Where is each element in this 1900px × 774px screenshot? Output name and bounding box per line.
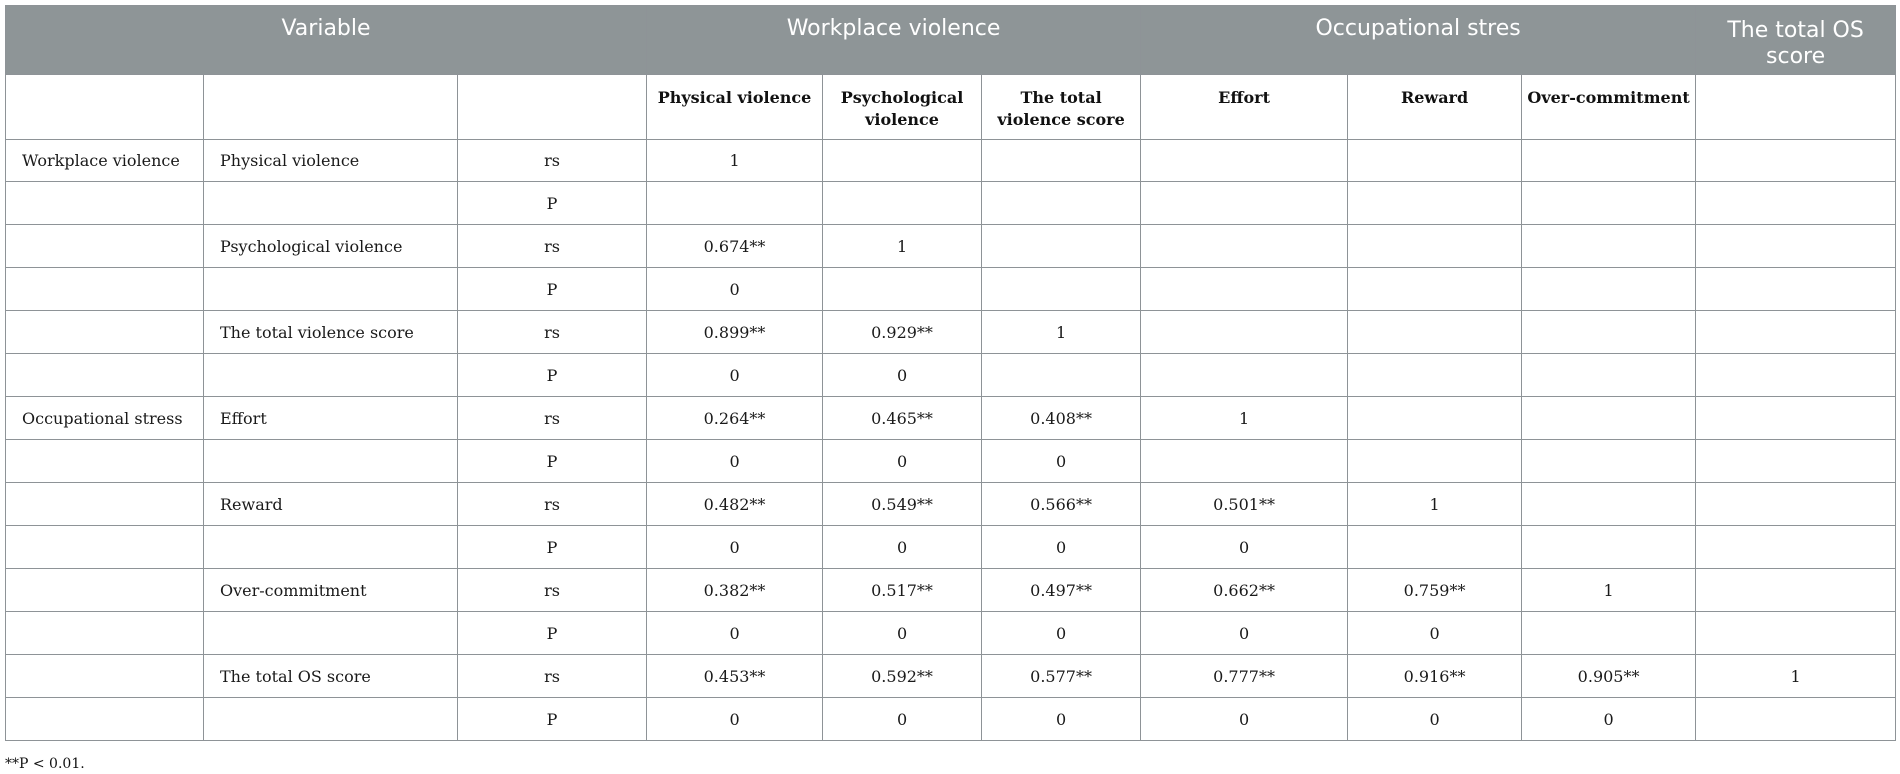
table-cell: 0.929** (823, 311, 982, 354)
row-variable-label (204, 354, 458, 397)
row-statistic-label: rs (458, 311, 647, 354)
correlation-table (5, 5, 1896, 741)
table-cell: 0.517** (823, 569, 982, 612)
table-cell (1522, 268, 1696, 311)
table-cell: 0 (823, 698, 982, 741)
table-cell: 0.465** (823, 397, 982, 440)
table-cell: 0 (1141, 526, 1348, 569)
table-cell: 0 (823, 354, 982, 397)
row-group-label (6, 612, 204, 655)
table-cell: 0 (982, 526, 1141, 569)
row-group-label (6, 655, 204, 698)
table-cell: 0 (982, 440, 1141, 483)
row-variable-label: Physical violence (204, 140, 458, 182)
table-cell (1141, 182, 1348, 225)
table-row (6, 140, 1896, 182)
table-row (6, 569, 1896, 612)
row-statistic-label: rs (458, 397, 647, 440)
subheader-total-violence-score: The total violence score (982, 75, 1141, 140)
row-statistic-label: P (458, 354, 647, 397)
row-variable-label: The total violence score (204, 311, 458, 354)
table-cell (1696, 612, 1896, 655)
table-cell (1522, 140, 1696, 182)
row-statistic-label: rs (458, 483, 647, 526)
table-cell: 0 (1348, 612, 1522, 655)
table-cell: 0 (1348, 698, 1522, 741)
row-statistic-label: rs (458, 655, 647, 698)
subheader-empty (1696, 75, 1896, 140)
table-cell: 0.453** (647, 655, 823, 698)
table-cell: 0.501** (1141, 483, 1348, 526)
table-cell (1348, 268, 1522, 311)
table-cell: 0.592** (823, 655, 982, 698)
table-row (6, 311, 1896, 354)
table-cell: 0 (1141, 612, 1348, 655)
table-cell: 0 (647, 698, 823, 741)
table-cell (1348, 311, 1522, 354)
table-cell (1348, 140, 1522, 182)
table-cell: 0 (1141, 698, 1348, 741)
subheader-empty (204, 75, 458, 140)
table-cell: 0.662** (1141, 569, 1348, 612)
table-cell: 0.777** (1141, 655, 1348, 698)
row-variable-label (204, 268, 458, 311)
table-cell (1696, 140, 1896, 182)
table-row (6, 225, 1896, 268)
table-cell: 0 (823, 526, 982, 569)
row-variable-label (204, 698, 458, 741)
table-cell: 0 (982, 698, 1141, 741)
table-cell (1696, 698, 1896, 741)
table-cell: 0.264** (647, 397, 823, 440)
subheader-effort: Effort (1141, 75, 1348, 140)
table-cell (1696, 440, 1896, 483)
row-variable-label: Effort (204, 397, 458, 440)
table-cell: 0.566** (982, 483, 1141, 526)
row-variable-label: Psychological violence (204, 225, 458, 268)
row-group-label (6, 526, 204, 569)
row-group-label (6, 311, 204, 354)
table-cell (1141, 311, 1348, 354)
header-total-os-score: The total OS score (1696, 6, 1896, 75)
table-cell (1696, 483, 1896, 526)
table-cell (1141, 268, 1348, 311)
subheader-reward: Reward (1348, 75, 1522, 140)
table-row (6, 655, 1896, 698)
table-cell (1522, 311, 1696, 354)
table-cell: 0.408** (982, 397, 1141, 440)
table-cell: 0.916** (1348, 655, 1522, 698)
row-variable-label: The total OS score (204, 655, 458, 698)
table-cell: 1 (823, 225, 982, 268)
table-cell (1696, 311, 1896, 354)
table-cell (1348, 440, 1522, 483)
subheader-empty (458, 75, 647, 140)
table-cell: 0.382** (647, 569, 823, 612)
header-variable: Variable (6, 6, 647, 75)
row-variable-label: Over-commitment (204, 569, 458, 612)
table-cell: 0.497** (982, 569, 1141, 612)
table-cell: 1 (1696, 655, 1896, 698)
table-cell (1348, 354, 1522, 397)
table-row (6, 268, 1896, 311)
table-row (6, 354, 1896, 397)
table-cell: 0 (823, 440, 982, 483)
table-cell: 0.674** (647, 225, 823, 268)
table-cell (1696, 225, 1896, 268)
table-row (6, 440, 1896, 483)
table-row (6, 483, 1896, 526)
header-row (6, 6, 1896, 75)
table-cell (1522, 225, 1696, 268)
table-footnote: **P < 0.01. (5, 756, 85, 772)
row-statistic-label: P (458, 612, 647, 655)
row-group-label (6, 182, 204, 225)
table-cell (1696, 569, 1896, 612)
row-group-label (6, 698, 204, 741)
subheader-over-commitment: Over-commitment (1522, 75, 1696, 140)
row-group-label (6, 268, 204, 311)
table-cell (1696, 268, 1896, 311)
row-statistic-label: P (458, 698, 647, 741)
table-cell (1522, 612, 1696, 655)
table-cell (1141, 440, 1348, 483)
table-cell: 0 (823, 612, 982, 655)
table-cell: 0.759** (1348, 569, 1522, 612)
table-cell (1696, 397, 1896, 440)
row-group-label (6, 440, 204, 483)
row-variable-label (204, 612, 458, 655)
table-row (6, 698, 1896, 741)
row-variable-label (204, 182, 458, 225)
table-cell: 0 (982, 612, 1141, 655)
table-cell: 0 (647, 354, 823, 397)
row-statistic-label: P (458, 440, 647, 483)
subheader-psychological-violence: Psychological violence (823, 75, 982, 140)
table-cell: 0.899** (647, 311, 823, 354)
table-cell (1522, 354, 1696, 397)
row-statistic-label: rs (458, 140, 647, 182)
table-cell (982, 225, 1141, 268)
header-occupational-stress: Occupational stres (1141, 6, 1696, 75)
table-row (6, 612, 1896, 655)
subheader-row (6, 75, 1896, 140)
table-cell (1348, 225, 1522, 268)
row-statistic-label: P (458, 268, 647, 311)
subheader-physical-violence: Physical violence (647, 75, 823, 140)
table-cell (982, 268, 1141, 311)
row-group-label (6, 569, 204, 612)
table-row (6, 182, 1896, 225)
row-group-label: Occupational stress (6, 397, 204, 440)
row-group-label: Workplace violence (6, 140, 204, 182)
table-row (6, 397, 1896, 440)
table-cell (1696, 354, 1896, 397)
table-cell (1522, 397, 1696, 440)
table-cell (1141, 140, 1348, 182)
table-cell (1348, 397, 1522, 440)
table-cell (1522, 483, 1696, 526)
table-cell (982, 354, 1141, 397)
table-cell: 1 (1348, 483, 1522, 526)
table-cell (982, 140, 1141, 182)
header-workplace-violence: Workplace violence (647, 6, 1141, 75)
table-cell (1696, 182, 1896, 225)
row-statistic-label: P (458, 182, 647, 225)
row-group-label (6, 225, 204, 268)
table-row (6, 526, 1896, 569)
row-statistic-label: rs (458, 225, 647, 268)
table-cell: 0 (1522, 698, 1696, 741)
row-statistic-label: P (458, 526, 647, 569)
row-group-label (6, 354, 204, 397)
table-cell (982, 182, 1141, 225)
table-cell (1141, 354, 1348, 397)
table-cell: 1 (647, 140, 823, 182)
table-cell (1522, 182, 1696, 225)
table-cell: 1 (1141, 397, 1348, 440)
table-cell: 0.577** (982, 655, 1141, 698)
table-cell (1348, 526, 1522, 569)
table-cell: 1 (982, 311, 1141, 354)
row-variable-label: Reward (204, 483, 458, 526)
table-cell: 0 (647, 440, 823, 483)
row-variable-label (204, 526, 458, 569)
row-group-label (6, 483, 204, 526)
table-cell (823, 182, 982, 225)
table-cell: 0.905** (1522, 655, 1696, 698)
subheader-empty (6, 75, 204, 140)
table-cell: 0 (647, 268, 823, 311)
table-cell (1522, 526, 1696, 569)
table-cell (823, 140, 982, 182)
row-variable-label (204, 440, 458, 483)
table-cell: 0.482** (647, 483, 823, 526)
table-cell: 0 (647, 526, 823, 569)
table-cell (1348, 182, 1522, 225)
table-cell (1141, 225, 1348, 268)
table-cell (1696, 526, 1896, 569)
table-cell: 0 (647, 612, 823, 655)
table-cell: 0.549** (823, 483, 982, 526)
table-cell (823, 268, 982, 311)
table-cell (647, 182, 823, 225)
table-cell: 1 (1522, 569, 1696, 612)
row-statistic-label: rs (458, 569, 647, 612)
table-cell (1522, 440, 1696, 483)
